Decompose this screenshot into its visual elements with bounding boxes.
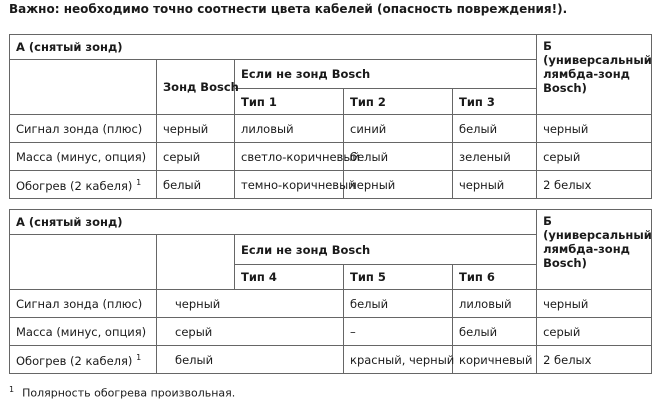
wiring-table-2 xyxy=(9,209,652,374)
table-cell: лиловый xyxy=(453,290,537,318)
table-cell: 2 белых xyxy=(537,346,652,374)
table-cell: серый xyxy=(537,143,652,171)
footnote-marker: 1 xyxy=(136,178,142,188)
group-b-header: Б (универсальный лямбда-зонд Bosch) xyxy=(537,35,652,115)
table-cell: белый xyxy=(344,143,453,171)
table-row xyxy=(10,346,652,374)
table-cell: красный, черный xyxy=(344,346,453,374)
table-row xyxy=(10,290,652,318)
table-row xyxy=(10,318,652,346)
row-label: Обогрев (2 кабеля) $^1$ xyxy=(10,171,157,199)
group-a-header: А (снятый зонд) xyxy=(10,210,537,235)
row-label: Сигнал зонда (плюс) xyxy=(10,290,157,318)
table-cell: белый xyxy=(453,318,537,346)
table-cell: черный xyxy=(157,290,344,318)
type-header: Тип 1 xyxy=(235,89,344,115)
type-header: Тип 5 xyxy=(344,265,453,290)
table-cell: черный xyxy=(453,171,537,199)
type-header: Тип 4 xyxy=(235,265,344,290)
table-cell: 2 белых xyxy=(537,171,652,199)
page-heading: Важно: необходимо точно соотнести цвета кабелей (опасность повреждения!). xyxy=(9,2,568,16)
table-cell: серый xyxy=(157,143,235,171)
bosch-column-header: Зонд Bosch xyxy=(157,60,235,115)
table-cell: белый xyxy=(157,171,235,199)
table-cell: серый xyxy=(537,318,652,346)
table-cell: лиловый xyxy=(235,115,344,143)
type-header: Тип 2 xyxy=(344,89,453,115)
table-cell: черный xyxy=(537,115,652,143)
table-cell: черный xyxy=(344,171,453,199)
type-header: Тип 6 xyxy=(453,265,537,290)
table-row xyxy=(10,143,652,171)
table-cell: черный xyxy=(537,290,652,318)
type-header: Тип 3 xyxy=(453,89,537,115)
footnote-text: Полярность обогрева произвольная. xyxy=(22,386,236,400)
row-label: Масса (минус, опция) xyxy=(10,143,157,171)
table-row xyxy=(10,115,652,143)
table-cell: белый xyxy=(453,115,537,143)
row-label: Обогрев (2 кабеля) $^1$ xyxy=(10,346,157,374)
table-cell: синий xyxy=(344,115,453,143)
footnote xyxy=(9,385,235,400)
empty-cell xyxy=(10,235,157,290)
group-a-header: А (снятый зонд) xyxy=(10,35,537,60)
row-label: Сигнал зонда (плюс) xyxy=(10,115,157,143)
table-row xyxy=(10,171,652,199)
not-bosch-column-header: Если не зонд Bosch xyxy=(235,235,537,265)
table-cell: коричневый xyxy=(453,346,537,374)
table-cell: серый xyxy=(157,318,344,346)
table-cell: зеленый xyxy=(453,143,537,171)
table-cell: темно-коричневый xyxy=(235,171,344,199)
footnote-marker: 1 xyxy=(136,353,142,363)
not-bosch-column-header: Если не зонд Bosch xyxy=(235,60,537,89)
table-cell: черный xyxy=(157,115,235,143)
group-b-header: Б (универсальный лямбда-зонд Bosch) xyxy=(537,210,652,290)
empty-cell xyxy=(10,60,157,115)
footnote-marker: 1 xyxy=(9,385,15,394)
table-cell: – xyxy=(344,318,453,346)
wiring-table-1 xyxy=(9,34,652,199)
table-cell: белый xyxy=(344,290,453,318)
table-cell: белый xyxy=(157,346,344,374)
empty-cell xyxy=(157,235,235,290)
row-label: Масса (минус, опция) xyxy=(10,318,157,346)
table-cell: светло-коричневый xyxy=(235,143,344,171)
